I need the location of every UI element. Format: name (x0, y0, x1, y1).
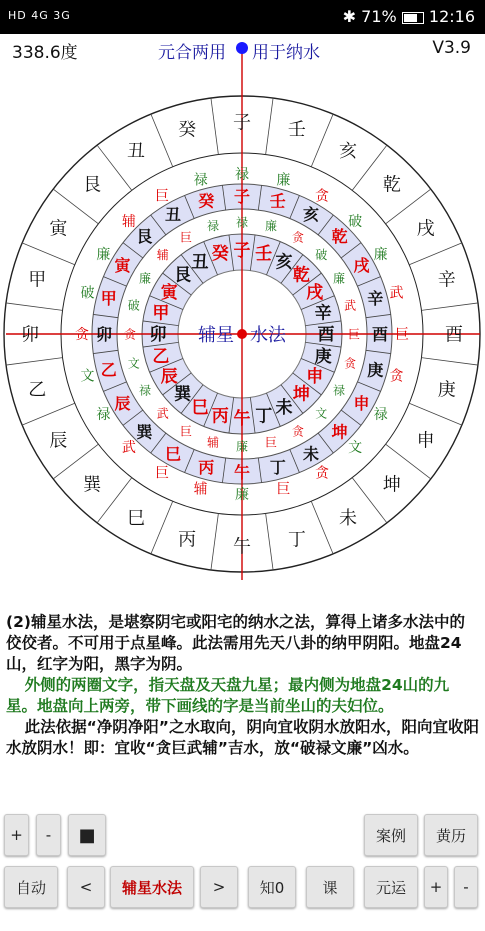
outer-mountain-label: 巽 (83, 474, 102, 496)
inner-mountain-label: 庚 (367, 360, 384, 380)
direction-label-left: 元合两用 (158, 43, 226, 63)
compass-wheel[interactable] (0, 40, 485, 600)
dipan-mountain-label: 辰 (160, 367, 178, 388)
dipan-mountain-label: 坤 (292, 384, 310, 405)
center-label-left: 辅星 (198, 325, 234, 346)
inner-mountain-label: 午 (233, 462, 251, 482)
stop-button[interactable]: ■ (68, 814, 106, 856)
inner-star-label: 禄 (332, 383, 346, 398)
zoom-out-button[interactable]: - (36, 814, 61, 856)
dipan-mountain-label: 丑 (191, 252, 209, 273)
inner-mountain-label: 丙 (198, 458, 215, 478)
dipan-mountain-label: 辛 (314, 303, 332, 324)
outer-star-label: 巨 (155, 188, 169, 205)
next-button[interactable]: > (200, 866, 238, 908)
dipan-mountain-label: 卯 (149, 325, 167, 346)
description-paragraph-3: 此法依据“净阴净阳”之水取向，阴向宜收阴水放阳水，阳向宜收阳水放阴水！即：宜收“贪巨武辅”吉水，放“破禄文廉”凶水。 (6, 718, 479, 757)
inner-mountain-label: 艮 (136, 227, 153, 247)
zoom-in-button-2[interactable]: + (424, 866, 448, 908)
inner-mountain-label: 壬 (269, 191, 286, 211)
outer-mountain-label: 辰 (49, 430, 68, 452)
auto-button[interactable]: 自动 (4, 866, 58, 908)
inner-mountain-label: 辰 (114, 393, 131, 413)
outer-star-label: 巨 (276, 481, 291, 498)
dipan-mountain-label: 亥 (275, 252, 293, 273)
outer-mountain-label: 亥 (339, 140, 357, 162)
inner-star-label: 贪 (291, 424, 305, 439)
battery-percent: 71% (361, 7, 397, 26)
dipan-mountain-label: 酉 (317, 325, 335, 346)
inner-star-label: 辅 (207, 435, 220, 450)
inner-star-label: 廉 (264, 219, 277, 234)
inner-mountain-label: 申 (353, 393, 370, 413)
center-label-right: 水法 (250, 325, 286, 346)
outer-star-label: 巨 (395, 327, 409, 344)
clock: 12:16 (428, 7, 475, 26)
inner-star-label: 巨 (347, 327, 361, 342)
dipan-mountain-label: 乙 (152, 346, 170, 367)
dipan-mountain-label: 艮 (174, 265, 192, 286)
outer-mountain-label: 甲 (28, 269, 47, 291)
inner-star-label: 文 (127, 356, 140, 371)
inner-mountain-label: 巽 (136, 422, 153, 442)
inner-star-label: 巨 (179, 230, 193, 245)
north-marker (236, 42, 248, 54)
inner-mountain-label: 乙 (100, 360, 117, 380)
outer-star-label: 贪 (315, 188, 329, 205)
inner-star-label: 文 (315, 406, 328, 421)
description-paragraph-2: 外侧的两圈文字，指天盘及天盘九星；最内侧为地盘24山的九星。地盘向上两旁，带下画线的字是当前坐山的夫妇位。 (6, 676, 450, 715)
dipan-mountain-label: 未 (275, 397, 293, 418)
inner-star-label: 贪 (291, 230, 305, 245)
outer-mountain-label: 寅 (49, 218, 68, 240)
outer-star-label: 破 (80, 285, 95, 302)
inner-mountain-label: 卯 (95, 324, 113, 344)
outer-star-label: 禄 (373, 407, 388, 424)
outer-star-label: 巨 (155, 465, 169, 482)
inner-mountain-label: 乾 (331, 227, 348, 247)
description-paragraph-1: (2)辅星水法，是堪察阴宅或阳宅的纳水之法，算得上诸多水法中的佼佼者。不可用于点星峰。此法需用先天八卦的纳甲阴阳。地盘24山，红字为阳，黑字为阴。 (6, 613, 465, 673)
outer-star-label: 辅 (193, 481, 208, 498)
version-label: V3.9 (432, 38, 471, 58)
zhi-button[interactable]: 知0 (248, 866, 296, 908)
inner-mountain-label: 寅 (114, 255, 131, 275)
outer-mountain-label: 申 (416, 430, 435, 452)
outer-mountain-label: 辛 (437, 269, 456, 291)
outer-star-label: 禄 (96, 407, 111, 424)
center-dot (237, 329, 247, 339)
outer-star-label: 文 (348, 440, 363, 457)
outer-star-label: 贪 (389, 368, 404, 385)
outer-mountain-label: 丁 (287, 529, 306, 551)
inner-mountain-label: 丁 (269, 458, 286, 478)
inner-mountain-label: 坤 (331, 422, 348, 442)
method-button[interactable]: 辅星水法 (110, 866, 194, 908)
outer-star-label: 廉 (276, 172, 291, 189)
outer-mountain-label: 卯 (21, 324, 39, 346)
signal-indicator: HD 4G 3G (8, 9, 71, 22)
inner-mountain-label: 丑 (164, 205, 182, 225)
outer-star-label: 贪 (75, 327, 89, 344)
outer-mountain-label: 庚 (437, 379, 456, 401)
dipan-mountain-label: 甲 (152, 303, 170, 324)
dipan-mountain-label: 午 (233, 409, 251, 430)
inner-mountain-label: 未 (302, 444, 320, 464)
outer-star-label: 武 (121, 440, 136, 457)
outer-mountain-label: 未 (339, 508, 357, 530)
outer-mountain-label: 癸 (178, 119, 197, 141)
inner-star-label: 武 (156, 406, 169, 421)
outer-mountain-label: 丙 (178, 529, 197, 551)
outer-star-label: 廉 (373, 247, 388, 264)
zoom-in-button[interactable]: + (4, 814, 29, 856)
direction-label-right: 用于纳水 (252, 43, 320, 63)
inner-star-label: 武 (344, 298, 357, 313)
outer-mountain-label: 午 (233, 536, 251, 558)
inner-star-label: 廉 (138, 271, 152, 286)
outer-star-label: 辅 (121, 213, 136, 230)
outer-mountain-label: 子 (233, 112, 251, 134)
outer-star-label: 贪 (315, 465, 329, 482)
inner-mountain-label: 酉 (371, 324, 389, 344)
battery-icon (402, 12, 424, 24)
outer-mountain-label: 乙 (28, 379, 47, 401)
bluetooth-icon: ✱ (342, 7, 357, 26)
inner-star-label: 廉 (235, 439, 249, 454)
dipan-mountain-label: 癸 (211, 243, 229, 264)
inner-star-label: 巨 (264, 435, 277, 450)
outer-mountain-label: 巳 (127, 508, 145, 530)
inner-mountain-label: 戌 (353, 255, 370, 275)
inner-star-label: 禄 (207, 219, 220, 234)
dipan-mountain-label: 申 (306, 367, 324, 388)
outer-mountain-label: 坤 (382, 474, 401, 496)
outer-mountain-label: 乾 (382, 174, 401, 196)
calendar-button[interactable]: 黄历 (424, 814, 478, 856)
outer-mountain-label: 丑 (127, 140, 145, 162)
inner-mountain-label: 辛 (367, 289, 384, 309)
inner-star-label: 破 (315, 248, 328, 263)
dipan-mountain-label: 乾 (292, 265, 310, 286)
outer-star-label: 破 (348, 213, 363, 230)
inner-star-label: 贪 (123, 327, 137, 342)
dipan-mountain-label: 巽 (174, 384, 192, 405)
outer-mountain-label: 戌 (416, 218, 435, 240)
dipan-mountain-label: 壬 (255, 243, 273, 264)
dipan-mountain-label: 丁 (255, 406, 273, 427)
prev-button[interactable]: < (67, 866, 105, 908)
description (6, 612, 480, 759)
inner-star-label: 巨 (179, 424, 193, 439)
dipan-mountain-label: 丙 (211, 406, 229, 427)
status-bar (0, 0, 485, 34)
outer-star-label: 禄 (193, 172, 208, 189)
outer-star-label: 廉 (96, 247, 111, 264)
inner-star-label: 贪 (344, 356, 357, 371)
zoom-out-button-2[interactable]: - (454, 866, 478, 908)
inner-mountain-label: 甲 (100, 289, 117, 309)
outer-mountain-label: 酉 (445, 324, 463, 346)
outer-mountain-label: 壬 (287, 119, 306, 141)
outer-mountain-label: 艮 (83, 174, 102, 196)
inner-star-label: 禄 (235, 215, 249, 230)
inner-mountain-label: 巳 (164, 444, 182, 464)
yuanyun-button[interactable]: 元运 (364, 866, 418, 908)
inner-star-label: 廉 (332, 271, 346, 286)
outer-star-label: 廉 (235, 487, 249, 504)
dipan-mountain-label: 戌 (306, 283, 324, 304)
inner-mountain-label: 亥 (302, 205, 320, 225)
cases-button[interactable]: 案例 (364, 814, 418, 856)
dipan-mountain-label: 子 (233, 241, 251, 262)
dipan-mountain-label: 巳 (191, 397, 209, 418)
dipan-mountain-label: 寅 (160, 283, 178, 304)
dipan-mountain-label: 庚 (314, 346, 332, 367)
outer-star-label: 文 (80, 368, 95, 385)
inner-star-label: 破 (127, 298, 140, 313)
inner-mountain-label: 癸 (198, 191, 215, 211)
inner-star-label: 辅 (156, 248, 169, 263)
inner-star-label: 禄 (138, 383, 152, 398)
inner-mountain-label: 子 (233, 186, 251, 206)
lesson-button[interactable]: 课 (306, 866, 354, 908)
outer-star-label: 武 (389, 285, 404, 302)
degree-readout: 338.6度 (12, 43, 78, 63)
outer-star-label: 禄 (235, 167, 249, 184)
